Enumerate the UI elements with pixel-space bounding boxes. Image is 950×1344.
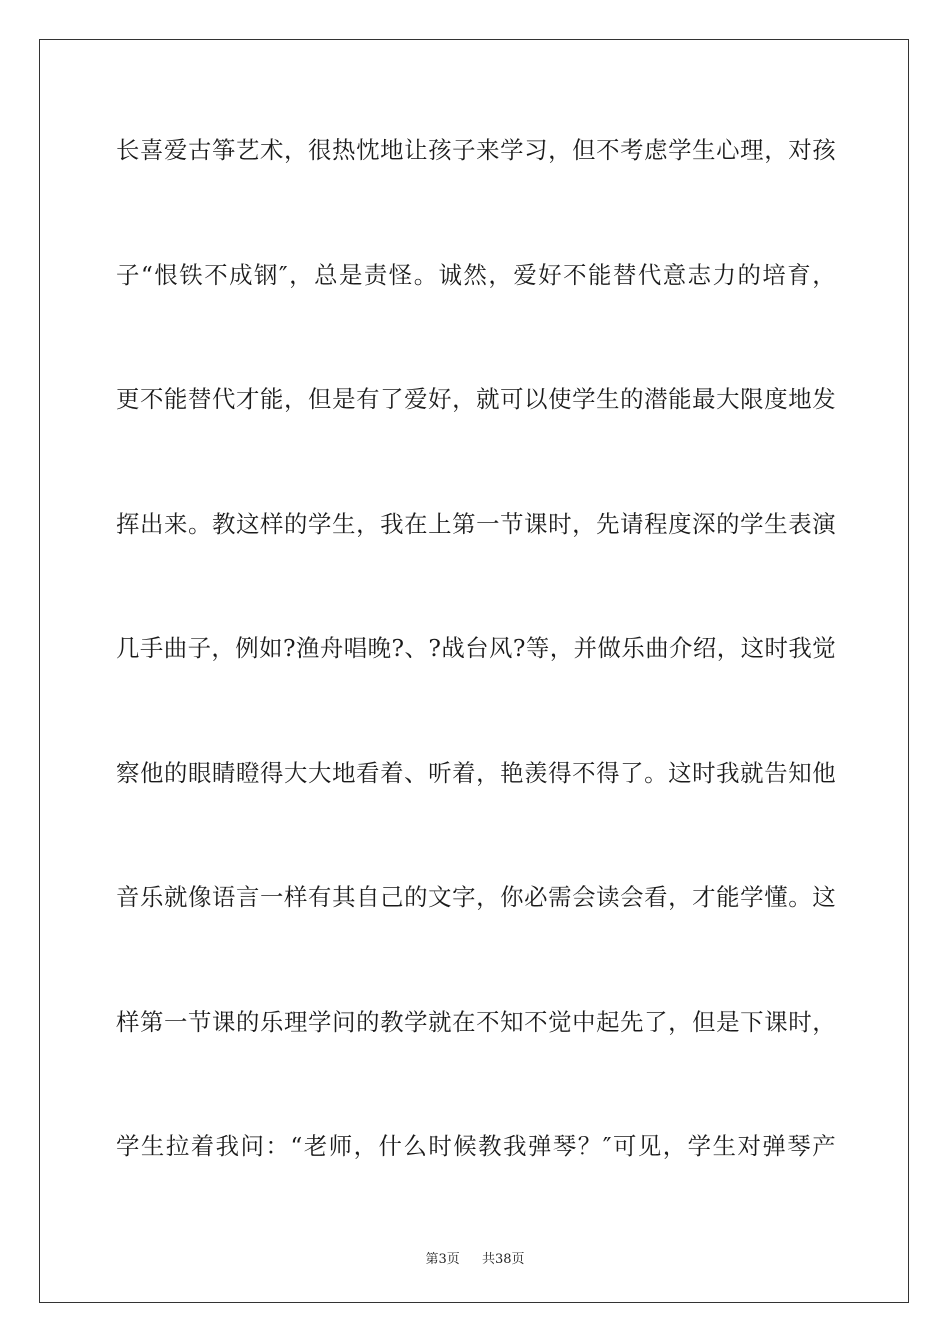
text-line-7: 音乐就像语言一样有其自己的文字，你必需会读会看，才能学懂。这 <box>116 883 836 911</box>
text-line-8: 样第一节课的乐理学问的教学就在不知不觉中起先了，但是下课时， <box>116 1007 836 1036</box>
text-line-6: 察他的眼睛瞪得大大地看着、听着，艳羡得不得了。这时我就告知他 <box>116 758 836 787</box>
text-line-9: 学生拉着我问：“老师，什么时候教我弹琴？″可见，学生对弹琴产 <box>116 1132 836 1160</box>
page-total: 共38页 <box>482 1252 525 1267</box>
text-line-5: 几手曲子，例如?渔舟唱晚?、?战台风?等，并做乐曲介绍，这时我觉 <box>116 634 836 662</box>
text-line-4: 挥出来。教这样的学生，我在上第一节课时，先请程度深的学生表演 <box>116 509 836 538</box>
body-text <box>116 128 836 1249</box>
page-footer <box>0 1248 950 1267</box>
page-number: 第3页 <box>425 1252 460 1267</box>
text-line-3: 更不能替代才能，但是有了爱好，就可以使学生的潜能最大限度地发 <box>116 385 836 413</box>
text-line-1: 长喜爱古筝艺术，很热忱地让孩子来学习，但不考虑学生心理，对孩 <box>116 136 836 164</box>
text-line-2: 子“恨铁不成钢″，总是责怪。诚然，爱好不能替代意志力的培育， <box>116 260 836 289</box>
